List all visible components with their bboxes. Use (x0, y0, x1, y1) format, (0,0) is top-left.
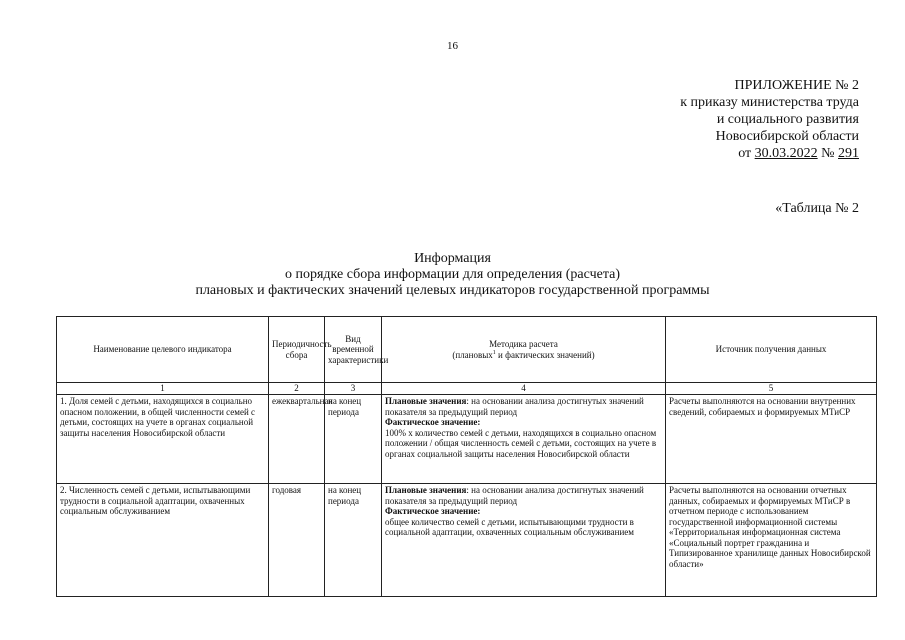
actual-formula: 100% x количество семей с детьми, находящихся в социально опасном положении / общая численность семей с детьми, состоящих на учете в органах социальной защиты населения Новосибирской области (385, 427, 657, 459)
title-line-3: плановых и фактических значений целевых индикаторов государственной программы (195, 283, 710, 298)
page-number: 16 (447, 40, 458, 52)
title-line-1: Информация (414, 251, 491, 266)
column-number: 3 (325, 383, 382, 395)
column-number: 4 (382, 383, 666, 395)
planned-text: : на основании анализа достигнутых значений показателя за предыдущий период (385, 396, 644, 417)
planned-label: Плановые значения (385, 396, 467, 406)
order-date: 30.03.2022 (754, 146, 818, 161)
table-header-row (57, 317, 877, 383)
time-characteristic: на конец периода (325, 395, 382, 484)
appendix-title: ПРИЛОЖЕНИЕ № 2 (734, 78, 859, 93)
time-characteristic: на конец периода (325, 484, 382, 597)
header-method-title: Методика расчета (489, 339, 558, 349)
footnote-mark: 1 (492, 349, 496, 356)
indicator-name: 2. Численность семей с детьми, испытывающими трудности в социальной адаптации, охваченных социальным обслуживанием (57, 484, 269, 597)
header-method-planned: (плановых (452, 349, 493, 360)
planned-values (385, 485, 662, 506)
column-number: 1 (57, 383, 269, 395)
header-periodicity: Периодичность сбора (269, 317, 325, 383)
column-number: 5 (666, 383, 877, 395)
date-prefix: от (738, 146, 755, 161)
data-source: Расчеты выполняются на основании внутренних сведений, собираемых и формируемых МТиСР (666, 395, 877, 484)
header-data-source: Источник получения данных (666, 317, 877, 383)
actual-label (385, 417, 662, 428)
title-line-2: о порядке сбора информации для определения (расчета) (284, 267, 620, 282)
planned-label: Плановые значения (385, 485, 467, 495)
table-label: «Таблица № 2 (775, 201, 859, 216)
actual-label (385, 506, 662, 517)
table-row (57, 395, 877, 484)
indicators-table (56, 316, 877, 597)
actual-label-text: Фактическое значение: (385, 417, 481, 427)
header-method (382, 317, 666, 383)
appendix-line-2: к приказу министерства труда (680, 95, 859, 110)
planned-text: : на основании анализа достигнутых значений показателя за предыдущий период (385, 485, 644, 506)
calculation-method (382, 484, 666, 597)
periodicity: ежеквартальная (269, 395, 325, 484)
indicator-name: 1. Доля семей с детьми, находящихся в социально опасном положении, в общей численности семей с детьми, состоящих на учете в органах социальной защиты населения Новосибирской области (57, 395, 269, 484)
header-time-characteristic: Вид временной характеристики (325, 317, 382, 383)
order-number: 291 (838, 146, 859, 161)
table-row (57, 484, 877, 597)
number-prefix: № (817, 146, 838, 161)
header-method-subtitle (385, 350, 662, 361)
header-method-actual: и фактических значений) (495, 349, 595, 360)
appendix-line-4: Новосибирской области (715, 129, 859, 144)
column-number-row (57, 383, 877, 395)
data-source: Расчеты выполняются на основании отчетных данных, собираемых и формируемых МТиСР в отчетном периоде с использованием государственной информационной системы «Территориальная информационная система «Социальный портрет гражданина и Типизированное хранилище данных Новосибирской области» (666, 484, 877, 597)
periodicity: годовая (269, 484, 325, 597)
document-title (0, 251, 905, 299)
calculation-method (382, 395, 666, 484)
planned-values (385, 396, 662, 417)
appendix-header (680, 77, 859, 162)
actual-label-text: Фактическое значение: (385, 506, 481, 516)
column-number: 2 (269, 383, 325, 395)
appendix-order-line (680, 145, 859, 162)
header-indicator-name: Наименование целевого индикатора (57, 317, 269, 383)
appendix-line-3: и социального развития (716, 112, 859, 127)
actual-formula: общее количество семей с детьми, испытывающими трудности в социальной адаптации, охваченных социальным обслуживанием (385, 516, 634, 537)
